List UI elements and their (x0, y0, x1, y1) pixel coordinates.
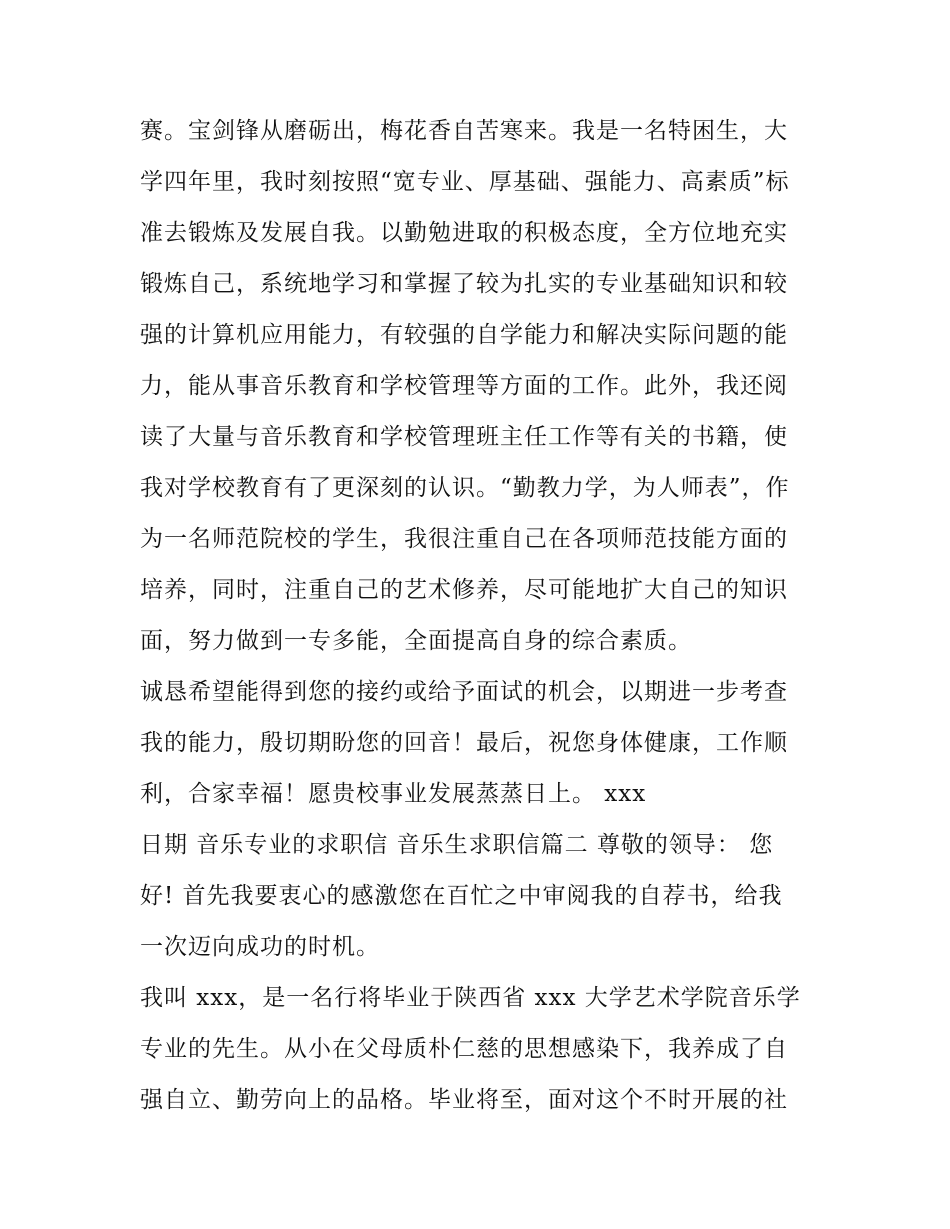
text-line: 强自立、勤劳向上的品格。毕业将至，面对这个不时开展的社 (140, 1087, 788, 1113)
text-line: 一次迈向成功的时机。 (140, 934, 380, 960)
text-line: 为一名师范院校的学生，我很注重自己在各项师范技能方面的 (140, 526, 788, 552)
text-line: 诚恳希望能得到您的接约或给予面试的机会，以期进一步考查 (140, 679, 788, 705)
text-line: 力，能从事音乐教育和学校管理等方面的工作。此外，我还阅 (140, 373, 788, 399)
text-line: 我对学校教育有了更深刻的认识。“勤教力学，为人师表”，作 (140, 475, 790, 501)
text-line: 利，合家幸福！愿贵校事业发展蒸蒸日上。 xxx (140, 781, 647, 807)
body-text (140, 106, 820, 1126)
text-line: 面，努力做到一专多能，全面提高自身的综合素质。 (140, 628, 692, 654)
text-line: 锻炼自己，系统地学习和掌握了较为扎实的专业基础知识和较 (140, 271, 788, 297)
text-line: 日期 音乐专业的求职信 音乐生求职信篇二 尊敬的领导： 您 (140, 832, 774, 858)
text-line: 强的计算机应用能力，有较强的自学能力和解决实际问题的能 (140, 322, 788, 348)
text-line: 准去锻炼及发展自我。以勤勉进取的积极态度，全方位地充实 (140, 220, 788, 246)
text-line: 好! 首先我要衷心的感激您在百忙之中审阅我的自荐书，给我 (140, 883, 783, 909)
text-line: 学四年里，我时刻按照“宽专业、厚基础、强能力、高素质”标 (140, 169, 790, 195)
text-line: 培养，同时，注重自己的艺术修养，尽可能地扩大自己的知识 (140, 577, 788, 603)
text-line: 赛。宝剑锋从磨砺出，梅花香自苦寒来。我是一名特困生，大 (140, 118, 788, 144)
text-line: 我的能力，殷切期盼您的回音！最后，祝您身体健康，工作顺 (140, 730, 788, 756)
text-line: 我叫 xxx，是一名行将毕业于陕西省 xxx 大学艺术学院音乐学 (140, 985, 801, 1011)
text-line: 读了大量与音乐教育和学校管理班主任工作等有关的书籍，使 (140, 424, 788, 450)
text-line: 专业的先生。从小在父母质朴仁慈的思想感染下，我养成了自 (140, 1036, 788, 1062)
